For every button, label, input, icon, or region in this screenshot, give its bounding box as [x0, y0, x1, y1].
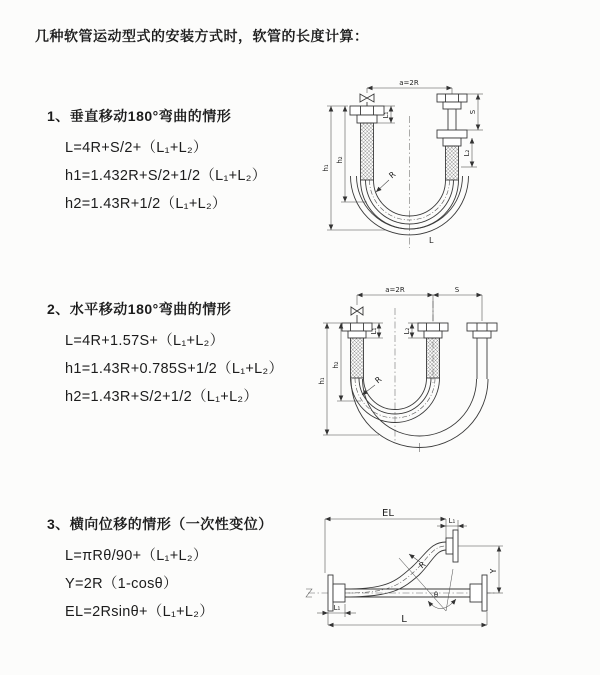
- radius-leader: [362, 375, 384, 395]
- dim-label-r: R: [417, 559, 428, 571]
- dimension-l2: [461, 138, 477, 167]
- diagram-vertical-u-bend: [315, 72, 600, 257]
- dim-label-l1: L₁: [382, 111, 390, 119]
- formula-el: EL=2Rsinθ+（L₁+L₂）: [65, 604, 215, 620]
- dim-label-h2: h₂: [332, 361, 340, 369]
- formula-l: L=πRθ/90+（L₁+L₂）: [65, 548, 208, 564]
- angle-theta: [428, 591, 456, 609]
- hose-braid: [351, 338, 364, 378]
- dimension-s: [433, 286, 482, 321]
- dim-label-r: R: [373, 374, 384, 386]
- section-lateral-displacement: [47, 514, 273, 626]
- diagram-horizontal-u-bend: [315, 283, 600, 463]
- flange: [418, 323, 448, 331]
- section-3-heading: 3、横向位移的情形（一次性变位）: [47, 516, 273, 532]
- dimension-s: [467, 94, 483, 130]
- flange: [342, 323, 372, 331]
- formula-h1: h1=1.432R+S/2+1/2（L₁+L₂）: [65, 168, 267, 184]
- formula-l: L=4R+S/2+（L₁+L₂）: [65, 140, 208, 156]
- flange: [470, 584, 482, 602]
- dim-label-l2: L₂: [403, 327, 411, 335]
- hose-braid: [446, 146, 459, 180]
- hose-braid: [361, 123, 374, 180]
- displaced-connector: [446, 530, 458, 562]
- radius-leader: [376, 170, 398, 192]
- dim-label-length: L: [401, 614, 407, 625]
- flange: [328, 575, 333, 611]
- formula-y: Y=2R（1-cosθ）: [65, 576, 178, 592]
- formula-h2: h2=1.43R+1/2（L₁+L₂）: [65, 196, 227, 212]
- dim-label-l2: L₂: [463, 149, 471, 157]
- middle-connector: [418, 323, 448, 378]
- section-2-heading: 2、水平移动180°弯曲的情形: [47, 301, 232, 317]
- dimension-h1: [322, 106, 386, 230]
- flange: [350, 106, 384, 115]
- dim-label-el: EL: [382, 508, 394, 519]
- radius-leader: [399, 554, 453, 611]
- dim-label-h1: h₁: [322, 164, 330, 172]
- section-vertical-bend: [47, 106, 267, 218]
- dim-label-a2r: a=2R: [385, 286, 405, 294]
- dim-label-length: L: [429, 236, 434, 245]
- section-horizontal-bend: [47, 299, 283, 411]
- flange: [453, 530, 458, 562]
- flange: [437, 130, 467, 138]
- formula-h2: h2=1.43R+S/2+1/2（L₁+L₂）: [65, 389, 259, 405]
- formula-l: L=4R+1.57S+（L₁+L₂）: [65, 333, 225, 349]
- dimension-el: [325, 508, 446, 573]
- left-connector: [350, 94, 384, 180]
- dimension-l: [328, 612, 487, 625]
- flange: [467, 323, 497, 331]
- dim-label-l1: L₁: [448, 517, 456, 525]
- flange: [437, 94, 467, 102]
- section-1-heading: 1、垂直移动180°弯曲的情形: [47, 108, 232, 124]
- valve-icon: [360, 94, 374, 102]
- dimension-l1-bottom: [317, 604, 356, 617]
- dimension-a2r: [367, 79, 452, 94]
- dim-label-r: R: [387, 169, 398, 181]
- dim-label-l1: L₁: [370, 327, 378, 335]
- dim-label-s: S: [454, 286, 460, 294]
- hose-u-position-2: [351, 338, 488, 448]
- dim-label-s: S: [469, 109, 477, 115]
- dim-label-y: Y: [489, 568, 498, 574]
- dimension-h1: [318, 323, 379, 435]
- dim-label-h1: h₁: [318, 377, 326, 385]
- dim-label-h2: h₂: [336, 156, 344, 164]
- dim-label-theta: θ: [433, 591, 439, 599]
- hose-u-position-1: [351, 378, 440, 423]
- left-connector: [342, 307, 372, 378]
- valve-icon: [351, 307, 363, 315]
- dim-label-l1: L₁: [333, 604, 341, 612]
- diagram-lateral-displacement: [300, 505, 600, 655]
- dimension-a2r: [357, 286, 433, 321]
- page-title: 几种软管运动型式的安装方式时，软管的长度计算：: [35, 28, 369, 44]
- hose-braid: [427, 338, 440, 378]
- dim-label-a2r: a=2R: [399, 79, 419, 87]
- moved-connector: [467, 323, 497, 338]
- formula-h1: h1=1.43R+0.785S+1/2（L₁+L₂）: [65, 361, 284, 377]
